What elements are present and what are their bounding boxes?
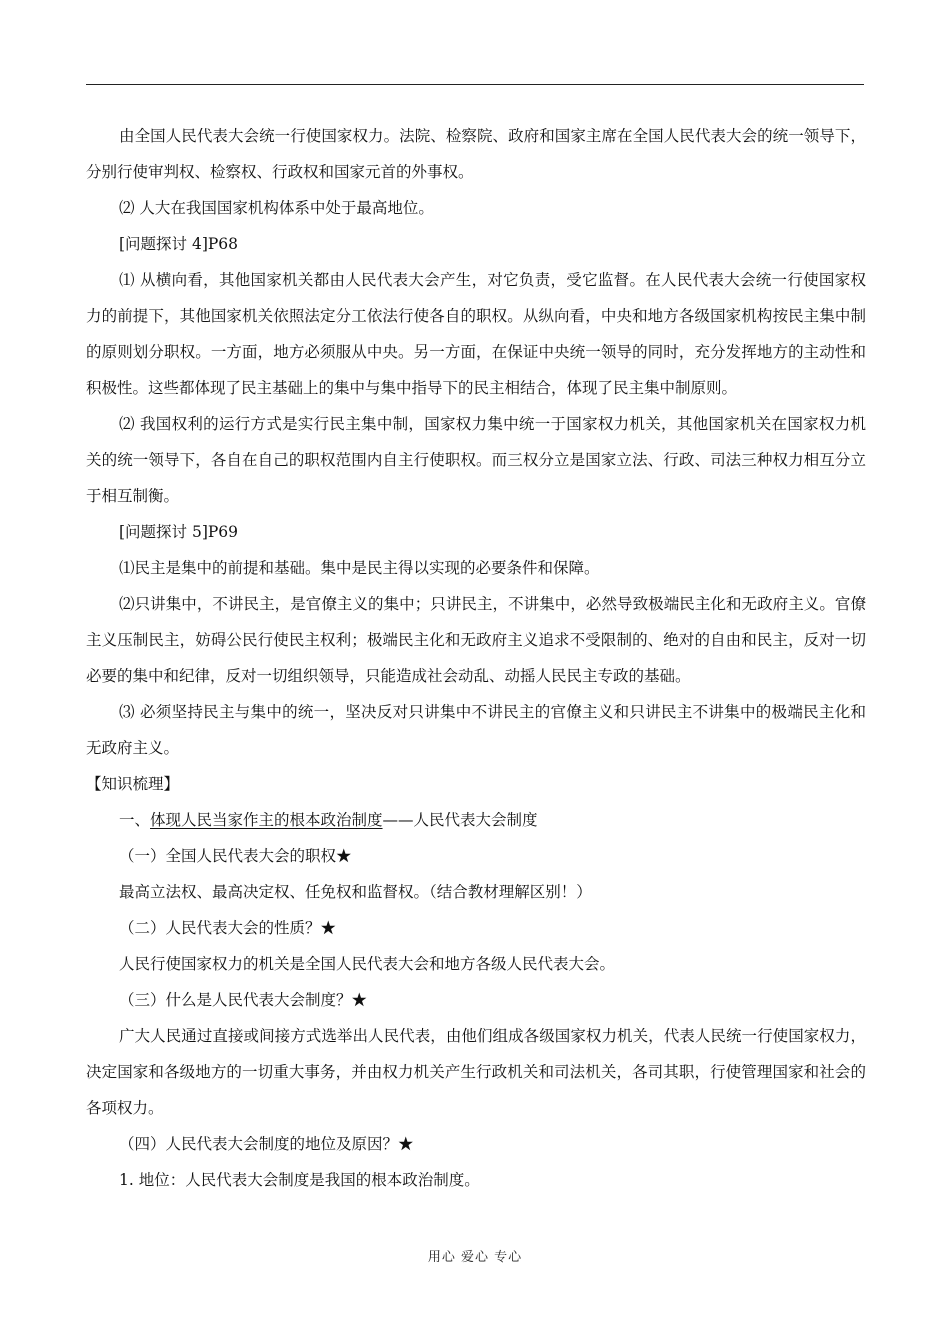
paragraph: 广大人民通过直接或间接方式选举出人民代表，由他们组成各级国家权力机关，代表人民统一行使国家权力，决定国家和各级地方的一切重大事务，并由权力机关产生行政机关和司法机关，各司其职，行使管理国家和社会的各项权力。	[86, 1027, 866, 1117]
paragraph: 最高立法权、最高决定权、任免权和监督权。（结合教材理解区别！）	[119, 883, 592, 901]
paragraph: ⑵只讲集中，不讲民主，是官僚主义的集中；只讲民主，不讲集中，必然导致极端民主化和无政府主义。官僚主义压制民主，妨碍公民行使民主权利；极端民主化和无政府主义追求不受限制的、绝对的自由和民主，反对一切必要的集中和纪律，反对一切组织领导，只能造成社会动乱、动摇人民民主专政的基础。	[86, 595, 866, 685]
paragraph: ⑵ 人大在我国国家机构体系中处于最高地位。	[119, 199, 434, 217]
paragraph: ⑵ 我国权利的运行方式是实行民主集中制，国家权力集中统一于国家权力机关，其他国家机关在国家权力机关的统一领导下，各自在自己的职权范围内自主行使职权。而三权分立是国家立法、行政、司法三种权力相互分立于相互制衡。	[86, 415, 866, 505]
subsection-heading: （三）什么是人民代表大会制度？★	[119, 991, 368, 1009]
section-heading: 【知识梳理】	[86, 775, 180, 793]
paragraph: 由全国人民代表大会统一行使国家权力。法院、检察院、政府和国家主席在全国人民代表大会的统一领导下，分别行使审判权、检察权、行政权和国家元首的外事权。	[86, 127, 866, 181]
question-heading: [问题探讨 4]P68	[119, 235, 239, 253]
section-one-underlined: 体现人民当家作主的根本政治制度	[150, 811, 383, 829]
section-one-prefix: 一、	[119, 811, 151, 829]
subsection-heading: （一）全国人民代表大会的职权★	[119, 847, 352, 865]
page-footer: 用心 爱心 专心	[427, 1250, 523, 1265]
subsection-heading: （四）人民代表大会制度的地位及原因？★	[119, 1135, 414, 1153]
question-heading: [问题探讨 5]P69	[119, 523, 239, 541]
section-one-title	[86, 802, 866, 838]
paragraph: 1. 地位：人民代表大会制度是我国的根本政治制度。	[119, 1171, 480, 1189]
paragraph: ⑴ 从横向看，其他国家机关都由人民代表大会产生，对它负责，受它监督。在人民代表大会统一行使国家权力的前提下，其他国家机关依照法定分工依法行使各自的职权。从纵向看，中央和地方各级国家机构按民主集中制的原则划分职权。一方面，地方必须服从中央。另一方面，在保证中央统一领导的同时，充分发挥地方的主动性和积极性。这些都体现了民主基础上的集中与集中指导下的民主相结合，体现了民主集中制原则。	[86, 271, 866, 397]
subsection-heading: （二）人民代表大会的性质？★	[119, 919, 337, 937]
paragraph: ⑴民主是集中的前提和基础。集中是民主得以实现的必要条件和保障。	[119, 559, 600, 577]
document-body	[86, 118, 866, 1198]
paragraph: 人民行使国家权力的机关是全国人民代表大会和地方各级人民代表大会。	[119, 955, 616, 973]
header-rule	[86, 84, 864, 85]
section-one-suffix: ——人民代表大会制度	[382, 811, 538, 829]
paragraph: ⑶ 必须坚持民主与集中的统一，坚决反对只讲集中不讲民主的官僚主义和只讲民主不讲集中的极端民主化和无政府主义。	[86, 703, 866, 757]
